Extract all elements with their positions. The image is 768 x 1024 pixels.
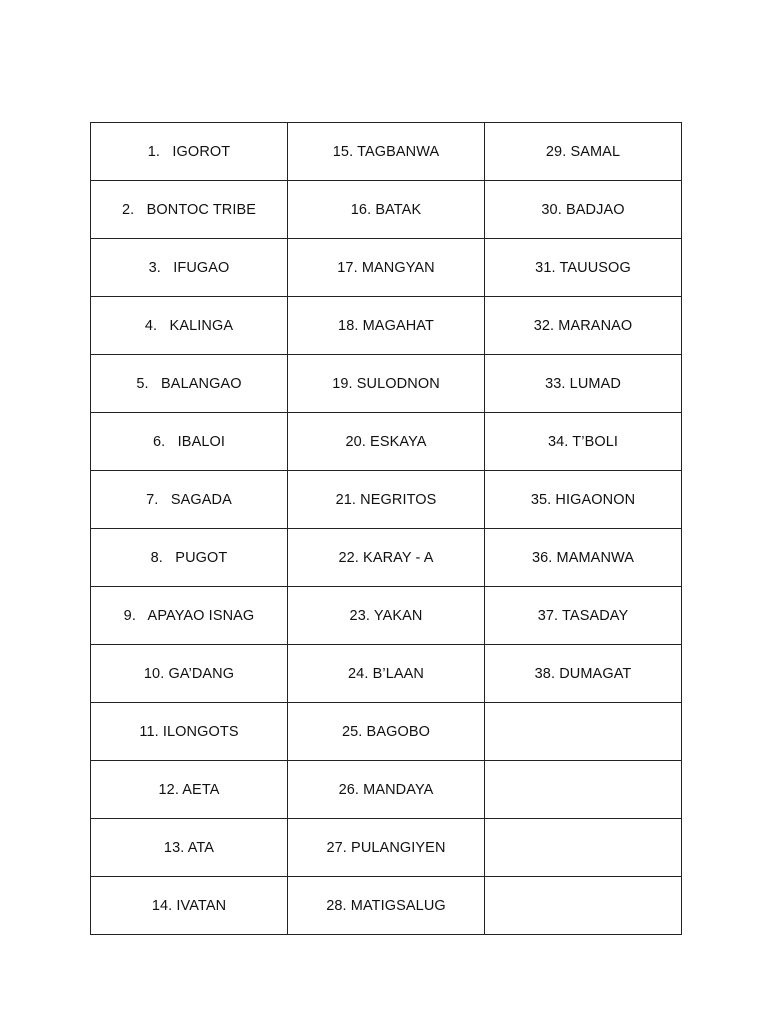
table-cell: 29. SAMAL — [485, 123, 682, 181]
table-cell: 5. BALANGAO — [91, 355, 288, 413]
table-cell: 36. MAMANWA — [485, 529, 682, 587]
table-cell: 11. ILONGOTS — [91, 703, 288, 761]
table-row — [91, 819, 682, 877]
table-row — [91, 703, 682, 761]
table-cell: 38. DUMAGAT — [485, 645, 682, 703]
table-cell: 19. SULODNON — [288, 355, 485, 413]
table-cell: 2. BONTOC TRIBE — [91, 181, 288, 239]
table-cell: 8. PUGOT — [91, 529, 288, 587]
table-cell: 17. MANGYAN — [288, 239, 485, 297]
table-cell: 1. IGOROT — [91, 123, 288, 181]
table-cell — [485, 877, 682, 935]
tribes-table-body — [91, 123, 682, 935]
table-row — [91, 239, 682, 297]
table-row — [91, 413, 682, 471]
table-row — [91, 297, 682, 355]
table-cell: 12. AETA — [91, 761, 288, 819]
table-cell: 21. NEGRITOS — [288, 471, 485, 529]
table-cell: 13. ATA — [91, 819, 288, 877]
table-cell: 10. GA’DANG — [91, 645, 288, 703]
table-cell: 35. HIGAONON — [485, 471, 682, 529]
table-cell: 24. B’LAAN — [288, 645, 485, 703]
table-cell — [485, 761, 682, 819]
table-cell: 27. PULANGIYEN — [288, 819, 485, 877]
table-cell: 31. TAUUSOG — [485, 239, 682, 297]
table-cell: 33. LUMAD — [485, 355, 682, 413]
table-cell: 26. MANDAYA — [288, 761, 485, 819]
table-row — [91, 645, 682, 703]
table-cell: 28. MATIGSALUG — [288, 877, 485, 935]
tribes-table — [90, 122, 682, 935]
table-cell: 16. BATAK — [288, 181, 485, 239]
table-row — [91, 471, 682, 529]
table-cell: 32. MARANAO — [485, 297, 682, 355]
table-cell: 18. MAGAHAT — [288, 297, 485, 355]
table-cell: 30. BADJAO — [485, 181, 682, 239]
table-cell: 37. TASADAY — [485, 587, 682, 645]
table-row — [91, 181, 682, 239]
table-cell — [485, 819, 682, 877]
table-cell: 34. T’BOLI — [485, 413, 682, 471]
table-cell: 23. YAKAN — [288, 587, 485, 645]
table-cell: 20. ESKAYA — [288, 413, 485, 471]
table-cell — [485, 703, 682, 761]
table-cell: 14. IVATAN — [91, 877, 288, 935]
table-cell: 6. IBALOI — [91, 413, 288, 471]
table-row — [91, 877, 682, 935]
table-row — [91, 761, 682, 819]
table-cell: 22. KARAY - A — [288, 529, 485, 587]
table-cell: 4. KALINGA — [91, 297, 288, 355]
table-cell: 25. BAGOBO — [288, 703, 485, 761]
table-cell: 9. APAYAO ISNAG — [91, 587, 288, 645]
table-row — [91, 355, 682, 413]
table-row — [91, 587, 682, 645]
table-row — [91, 529, 682, 587]
table-cell: 15. TAGBANWA — [288, 123, 485, 181]
table-cell: 3. IFUGAO — [91, 239, 288, 297]
table-row — [91, 123, 682, 181]
table-cell: 7. SAGADA — [91, 471, 288, 529]
